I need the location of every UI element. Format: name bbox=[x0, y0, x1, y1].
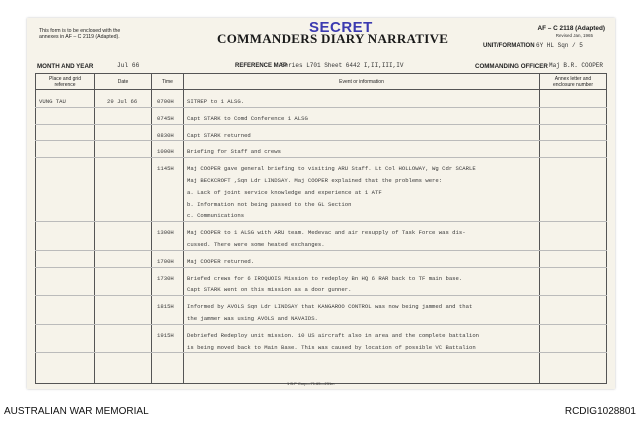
entry-date: 29 Jul 66 bbox=[107, 98, 138, 105]
entry-event-line: is being moved back to Main Base. This was caused by location of possible VC Battalion bbox=[187, 343, 476, 351]
reference-map-value: Series L701 Sheet 6442 I,II,III,IV bbox=[281, 62, 404, 69]
column-rule bbox=[183, 73, 184, 384]
entry-event-line: Maj COOPER returned. bbox=[187, 257, 255, 265]
entry-event-line: b. Information not being passed to the GL Section bbox=[187, 200, 352, 208]
entry-event-line: Capt STARK returned bbox=[187, 131, 251, 139]
entry-time: 1000H bbox=[157, 148, 174, 156]
diary-sheet bbox=[27, 18, 615, 389]
entry-time: 1915H bbox=[157, 331, 174, 339]
form-title: COMMANDERS DIARY NARRATIVE bbox=[217, 31, 449, 46]
time-column-header: Time bbox=[162, 79, 173, 85]
header-bottom-rule bbox=[35, 89, 607, 90]
place-header-line: Place and grid bbox=[49, 76, 81, 82]
row-separator bbox=[35, 250, 607, 251]
reference-map-label: REFERENCE MAP bbox=[235, 63, 288, 69]
entry-event-line: the jammer was using AVOLS and NAVAIDS. bbox=[187, 315, 318, 322]
row-separator bbox=[35, 295, 607, 296]
enclosure-note-line: annexes in AF – C 2119 (Adapted). bbox=[39, 34, 120, 40]
entry-event-line: Capt STARK to Comd Conference 1 ALSG bbox=[187, 114, 308, 122]
unit-value: 6Y HL Sqn / 5 bbox=[536, 42, 583, 49]
row-separator bbox=[35, 124, 607, 125]
entry-time: 0700H bbox=[157, 98, 174, 105]
month-label: MONTH AND YEAR bbox=[37, 63, 94, 70]
row-separator bbox=[35, 221, 607, 222]
row-separator bbox=[35, 352, 607, 353]
entry-event-line: c. Communications bbox=[187, 212, 245, 220]
entry-time: 1730H bbox=[157, 274, 174, 282]
place-header-line: reference bbox=[54, 82, 76, 88]
form-revision: Revised Jan, 1965 bbox=[555, 33, 593, 38]
column-rule bbox=[94, 73, 95, 384]
entry-event-line: Briefing for Staff and crews bbox=[187, 148, 281, 156]
entry-event-line: Informed by AVOLS Sqn Ldr LINDSAY that KANGAROO CONTROL was now being jammed and that bbox=[187, 303, 473, 311]
column-rule bbox=[151, 73, 152, 384]
annex-column-header bbox=[540, 76, 606, 88]
month-value: Jul 66 bbox=[117, 62, 140, 69]
commanding-officer-label: COMMANDING OFFICER bbox=[475, 63, 548, 70]
record-id: RCDIG1028801 bbox=[564, 406, 636, 417]
enclosure-note-line: This form is to be enclosed with the bbox=[39, 28, 121, 34]
row-separator bbox=[35, 267, 607, 268]
entry-event-line: a. Lack of joint service knowledge and experience at 1 ATF bbox=[187, 188, 382, 196]
entry-time: 1815H bbox=[157, 303, 174, 311]
table-top-rule bbox=[35, 73, 607, 74]
enclosure-note bbox=[39, 28, 120, 40]
column-rule bbox=[606, 73, 607, 384]
annex-header-line: Annex letter and bbox=[554, 76, 592, 82]
entry-place: VUNG TAU bbox=[39, 98, 66, 105]
event-column-header: Event or information bbox=[339, 79, 384, 85]
entry-time: 1700H bbox=[157, 257, 174, 265]
row-separator bbox=[35, 107, 607, 108]
entry-event-line: Debriefed Redeploy unit mission. 10 US aircraft also in area and the complete battalion bbox=[187, 331, 480, 339]
classification-stamp: SECRET bbox=[309, 19, 373, 36]
form-number: AF – C 2118 (Adapted) bbox=[537, 25, 605, 32]
entry-time: 0830H bbox=[157, 131, 174, 139]
row-separator bbox=[35, 324, 607, 325]
entry-time: 1145H bbox=[157, 165, 174, 173]
archive-credit: AUSTRALIAN WAR MEMORIAL bbox=[4, 406, 149, 417]
row-separator bbox=[35, 157, 607, 158]
entry-event-line: Maj COOPER gave general briefing to visiting ARU Staff. Lt Col HOLLOWAY, Wg Cdr SCARLE bbox=[187, 165, 476, 173]
entry-event-line: cussed. There were some heated exchanges. bbox=[187, 241, 325, 248]
commanding-officer-value: Maj B.R. COOPER bbox=[549, 62, 604, 69]
entry-event-line: Briefed crews for 6 IROQUOIS Mission to redeploy Bn HQ 6 RAR back to TF main base. bbox=[187, 274, 463, 282]
annex-header-line: enclosure number bbox=[552, 82, 594, 88]
entry-time: 1300H bbox=[157, 229, 174, 237]
column-rule bbox=[35, 73, 36, 384]
entry-event-line: Capt STARK went on this mission as a door gunner. bbox=[187, 286, 352, 294]
print-line: 1 B.P Corp—71.65—231m bbox=[287, 381, 335, 386]
unit-label: UNIT/FORMATION bbox=[483, 43, 535, 49]
row-separator bbox=[35, 140, 607, 141]
entry-time: 0745H bbox=[157, 114, 174, 122]
date-column-header: Date bbox=[117, 79, 129, 85]
column-rule bbox=[539, 73, 540, 384]
place-column-header bbox=[36, 76, 94, 88]
entry-event-line: Maj COOPER to 1 ALSG with ARU team. Medevac and air resupply of Task Force was dis- bbox=[187, 229, 466, 237]
entry-event-line: SITREP to 1 ALSG. bbox=[187, 98, 245, 105]
entry-event-line: Maj BECKCROFT ,Sqn Ldr LINDSAY. Maj COOPER explained that the problems were: bbox=[187, 177, 443, 184]
